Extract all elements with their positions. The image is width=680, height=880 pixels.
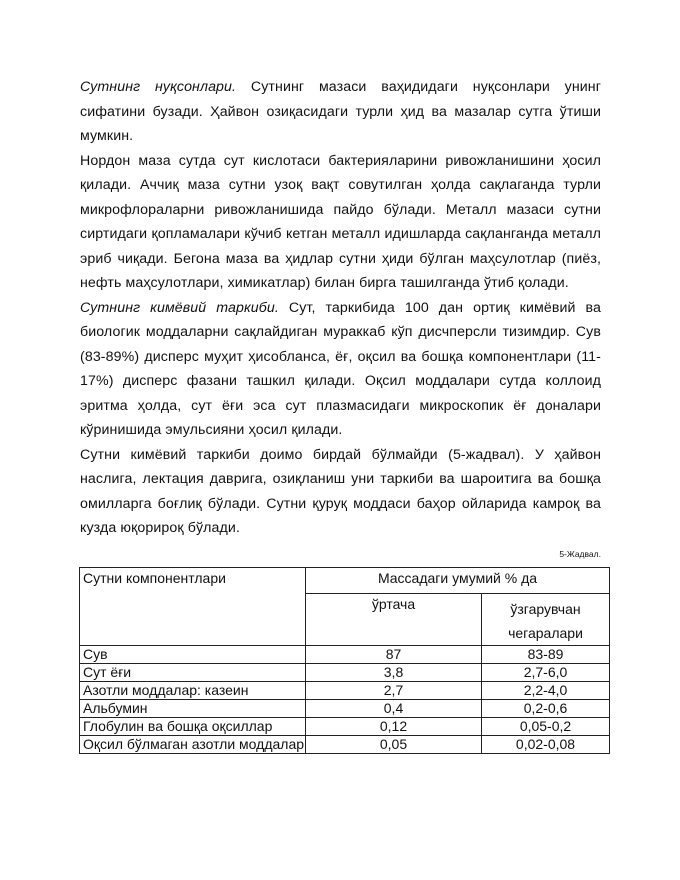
component-average: 0,4 [306,699,482,717]
component-average: 2,7 [306,681,482,699]
table-caption: 5-Жадвал. [559,548,601,559]
component-name: Сут ёғи [80,663,306,681]
header-average: ўртача [306,593,482,645]
milk-composition-table [79,567,610,754]
header-components: Сутни компонентлари [80,567,306,645]
table-row [80,699,610,717]
component-range: 2,7-6,0 [482,663,610,681]
component-name: Сув [80,645,306,663]
component-name: Азотли моддалар: казеин [80,681,306,699]
component-range: 0,05-0,2 [482,717,610,735]
paragraph-chemical-composition [80,296,601,443]
table-row [80,681,610,699]
paragraph-text: Сут, таркибида 100 дан ортиқ кимёвий ва биологик моддаларни сақлайдиган мураккаб кўп дисчперсли тизимдир. Сув (83-89%) дисперс муҳит ҳисобланса, ёғ, оқсил ва бошқа компонентлари (11-17%) дисперс фазани ташкил қилади. Оқсил моддалари сутда коллоид эритма ҳолда, сут ёғи эса сут плазмасидаги микроскопик ёғ доналари кўринишида эмульсияни ҳосил қилади. [80,299,601,438]
paragraph-milk-defects [80,75,601,149]
component-range: 83-89 [482,645,610,663]
header-mass-percent: Массадаги умумий % да [306,567,610,593]
table-row [80,663,610,681]
paragraph-sour-taste: Нордон маза сутда сут кислотаси бактерияларини ривожланишини ҳосил қилади. Аччиқ маза сутни узоқ вақт совутилган ҳолда сақлаганда турли микрофлораларни ривожланишида пайдо бўлади. Металл мазаси сутни сиртидаги қопламалари кўчиб кетган металл идишларда сақланганда металл эриб чиқади. Бегона маза ва ҳидлар сутни ҳиди бўлган маҳсулотлар (пиёз, нефть маҳсулотлари, химикатлар) билан бирга ташилганда ўтиб қолади. [80,152,601,291]
paragraph-composition-variation: Сутни кимёвий таркиби доимо бирдай бўлмайди (5-жадвал). У ҳайвон наслига, лектация даврига, озиқланиш уни таркиби ва шароитига ва бошқа омилларга боғлиқ бўлади. Сутни қуруқ моддаси баҳор ойларида камроқ ва кузда юқорироқ бўлади. [80,446,601,536]
component-name: Альбумин [80,699,306,717]
table-row [80,717,610,735]
component-average: 0,12 [306,717,482,735]
component-average: 0,05 [306,735,482,753]
component-range: 0,02-0,08 [482,735,610,753]
header-range: ўзгарувчан чегаралари [482,593,610,645]
component-name: Оқсил бўлмаган азотли моддалар [80,735,306,753]
component-range: 0,2-0,6 [482,699,610,717]
table-row [80,735,610,753]
component-range: 2,2-4,0 [482,681,610,699]
paragraph-text: Сутнинг мазаси ваҳидидаги нуқсонлари унинг сифатини бузади. Ҳайвон озиқасидаги турли ҳид ва мазалар сутга ўтиши мумкин. [80,79,601,144]
component-name: Глобулин ва бошқа оқсиллар [80,717,306,735]
table-row [80,645,610,663]
document-page [80,75,601,754]
heading-chemical-composition: Сутнинг кимёвий таркиби. [80,299,279,316]
component-average: 87 [306,645,482,663]
heading-milk-defects: Сутнинг нуқсонлари. [80,79,237,95]
component-average: 3,8 [306,663,482,681]
